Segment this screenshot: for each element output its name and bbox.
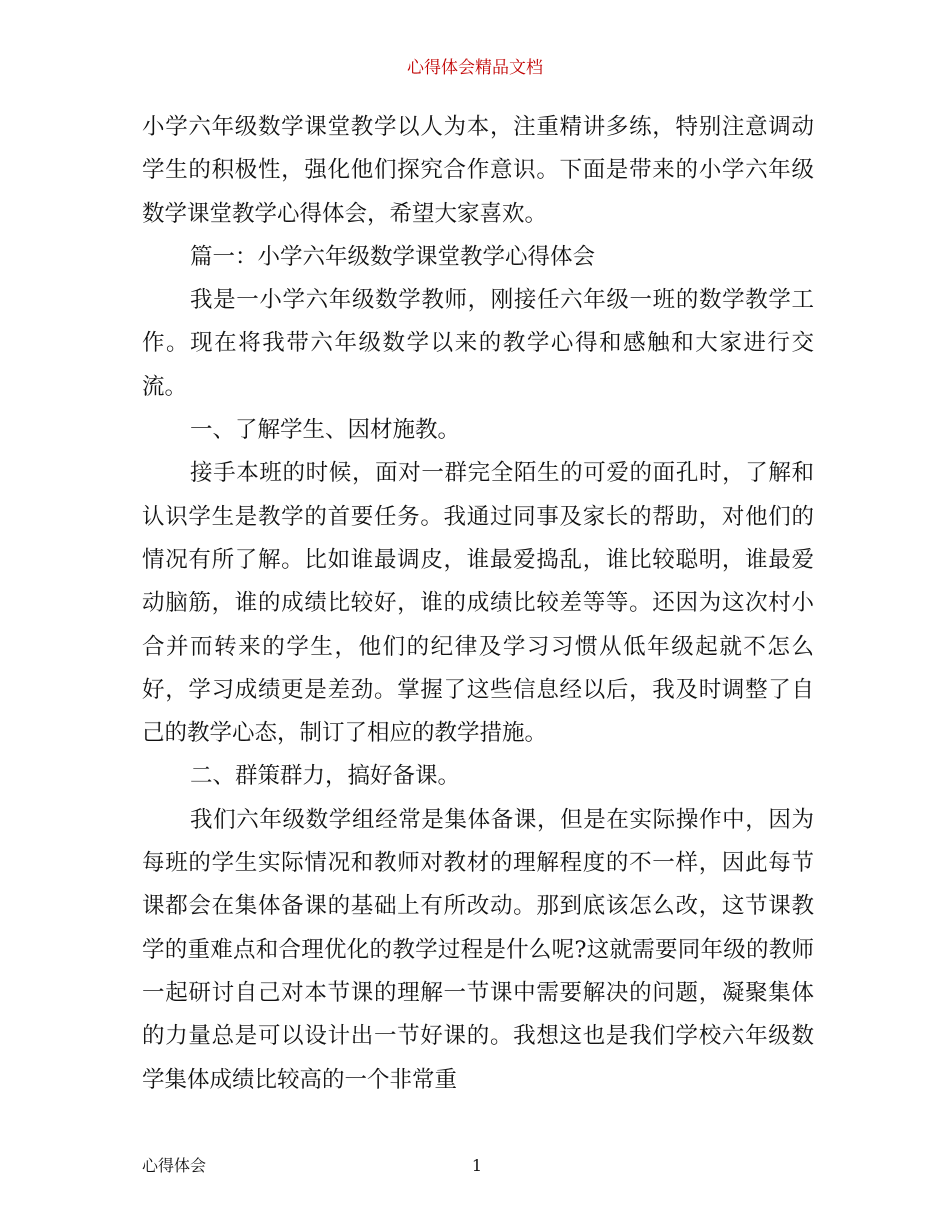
footer-label: 心得体会 <box>142 1156 207 1175</box>
paragraph-lesson-prep: 我们六年级数学组经常是集体备课，但是在实际操作中，因为每班的学生实际情况和教师对教材的理解程度的不一样，因此每节课都会在集体备课的基础上有所改动。那到底该怎么改，这节课教学的重难点和合理优化的教学过程是什么呢?这就需要同年级的教师一起研讨自己对本节课的理解一节课中需要解决的问题，凝聚集体的力量总是可以设计出一节好课的。我想这也是我们学校六年级数学集体成绩比较高的一个非常重 <box>142 806 814 1093</box>
document-body <box>142 106 814 1102</box>
intro-paragraph: 小学六年级数学课堂教学以人为本，注重精讲多练，特别注意调动学生的积极性，强化他们探究合作意识。下面是带来的小学六年级数学课堂教学心得体会，希望大家喜欢。 <box>142 114 814 227</box>
subheading-lesson-prep: 二、群策群力，搞好备课。 <box>190 763 461 790</box>
paragraph-know-students: 接手本班的时候，面对一群完全陌生的可爱的面孔时，了解和认识学生是教学的首要任务。我通过同事及家长的帮助，对他们的情况有所了解。比如谁最调皮，谁最爱捣乱，谁比较聪明，谁最爱动脑筋，谁的成绩比较好，谁的成绩比较差等等。还因为这次村小合并而转来的学生，他们的纪律及学习习惯从低年级起就不怎么好，学习成绩更是差劲。掌握了这些信息经以后，我及时调整了自己的教学心态，制订了相应的教学措施。 <box>142 460 814 747</box>
page-number: 1 <box>471 1156 483 1175</box>
paragraph-teacher-intro: 我是一小学六年级数学教师，刚接任六年级一班的数学教学工作。现在将我带六年级数学以来的教学心得和感触和大家进行交流。 <box>142 287 814 400</box>
subheading-know-students: 一、了解学生、因材施教。 <box>190 417 461 444</box>
page-header-title: 心得体会精品文档 <box>407 58 543 78</box>
section-heading-part-one: 篇一：小学六年级数学课堂教学心得体会 <box>190 243 596 270</box>
